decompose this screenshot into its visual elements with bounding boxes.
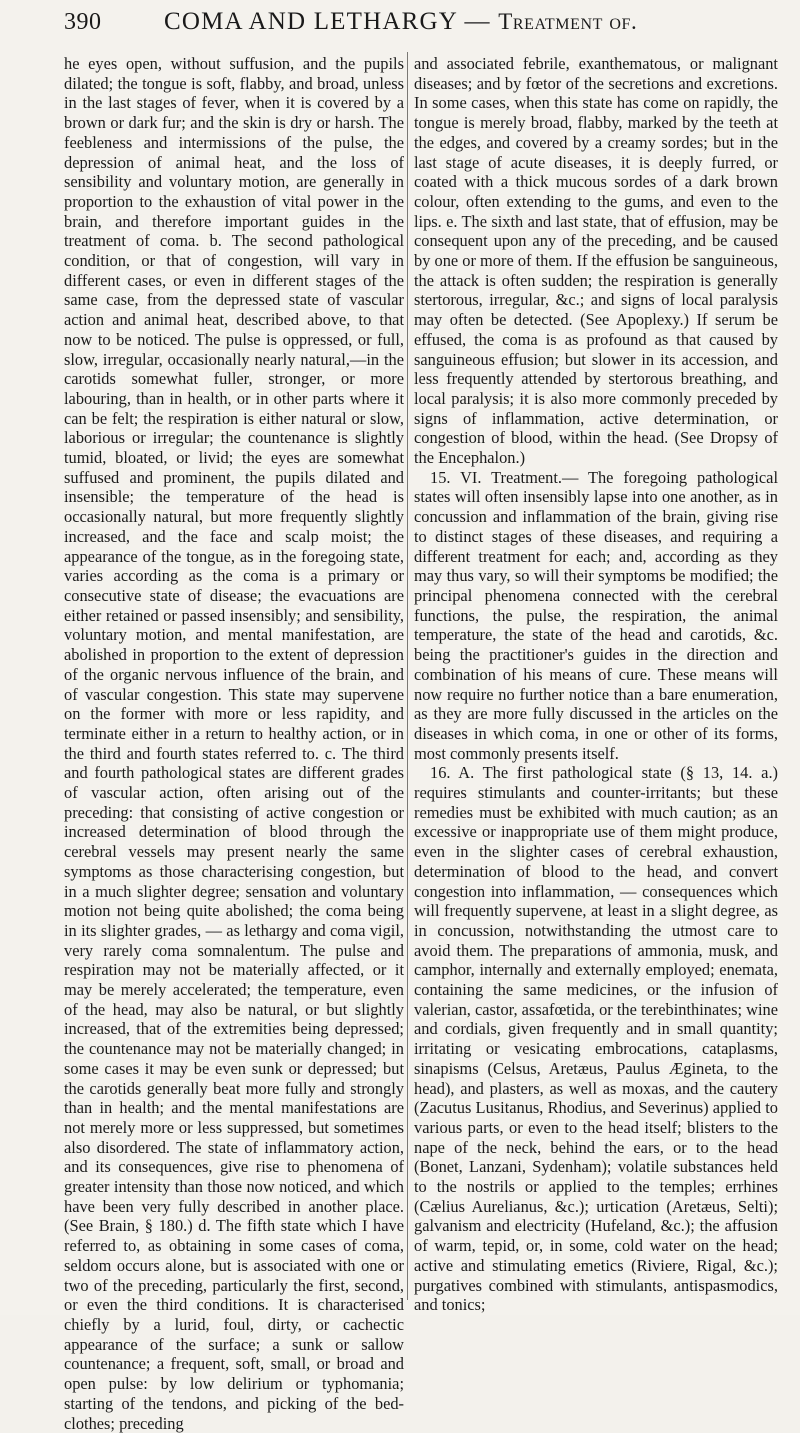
right-paragraph-1: and associated febrile, exanthematous, or malignant diseases; and by fœtor of the secretions and excretions. In some cases, when this state has come on rapidly, the tongue is merely broad, flabby, marked by the teeth at the edges, and covered by a creamy sordes; but in the last stage of acute diseases, it is deeply furred, or coated with a thick mucous sordes of a dark brown colour, often extending to the gums, and even to the lips. e. The sixth and last state, that of effusion, may be consequent upon any of the preceding, and be caused by one or more of them. If the effusion be sanguineous, the attack is often sudden; the respiration is generally stertorous, irregular, &c.; and signs of local paralysis may often be detected. (See Apoplexy.) If serum be effused, the coma is as profound as that caused by sanguineous effusion; but slower in its accession, and less frequently attended by stertorous breathing, and local paralysis; it is also more commonly preceded by signs of inflammation, active determination, or congestion of blood, within the head. (See Dropsy of the Encephalon.): [414, 54, 778, 468]
column-divider: [407, 52, 408, 1300]
running-head-subtitle: Treatment of.: [498, 9, 638, 34]
right-column: [414, 54, 778, 1315]
left-column: [64, 54, 404, 1433]
left-paragraph-1: he eyes open, without suffusion, and the pupils dilated; the tongue is soft, flabby, and broad, unless in the last stages of fever, when it is covered by a brown or dark fur; and the skin is dry or harsh. The feebleness and intermissions of the pulse, the depression of animal heat, and the loss of sensibility and voluntary motion, are generally in proportion to the exhaustion of vital power in the brain, and therefore important guides in the treatment of coma. b. The second pathological condition, or that of congestion, will vary in different cases, or even in different stages of the same case, from the depressed state of vascular action and animal heat, described above, to that now to be noticed. The pulse is oppressed, or full, slow, irregular, occasionally nearly natural,—in the carotids somewhat fuller, stronger, or more labouring, than in health, or in other parts where it can be felt; the respiration is either natural or slow, laborious or irregular; the countenance is slightly tumid, bloated, or livid; the eyes are somewhat suffused and prominent, the pupils dilated and insensible; the temperature of the head is occasionally natural, but more frequently slightly increased, and the face and scalp moist; the appearance of the tongue, as in the foregoing state, varies according as the coma is a primary or consecutive state of disease; the evacuations are either retained or passed insensibly; and sensibility, voluntary motion, and mental manifestation, are abolished in proportion to the extent of depression of the organic nervous influence of the brain, and of vascular congestion. This state may supervene on the former with more or less rapidity, and terminate either in a return to healthy action, or in the third and fourth states referred to. c. The third and fourth pathological states are different grades of vascular action, often arising out of the preceding: that consisting of active congestion or increased determination of blood through the cerebral vessels may present nearly the same symptoms as those characterising congestion, but in a much slighter degree; sensation and voluntary motion not being quite abolished; the coma being in its slighter grades, — as lethargy and coma vigil, very rarely coma somnalentum. The pulse and respiration may not be materially affected, or it may be merely accelerated; the temperature, even of the head, may also be natural, or but slightly increased, that of the extremities being depressed; the countenance may not be materially changed; in some cases it may be even sunk or depressed; but the carotids generally beat more fully and strongly than in health; and the mental manifestations are not merely more or less suppressed, but sometimes also disordered. The state of inflammatory action, and its consequences, give rise to phenomena of greater intensity than those now noticed, and which have been very fully described in another place. (See Brain, § 180.) d. The fifth state which I have referred to, as obtaining in some cases of coma, seldom occurs alone, but is associated with one or two of the preceding, particularly the first, second, or even the third conditions. It is characterised chiefly by a lurid, foul, dirty, or cachectic appearance of the surface; a sunk or sallow countenance; a frequent, soft, small, or broad and open pulse: by low delirium or typhomania; starting of the tendons, and picking of the bed-clothes; preceding: [64, 54, 404, 1433]
running-head: [164, 8, 637, 36]
right-paragraph-3: 16. A. The first pathological state (§ 13, 14. a.) requires stimulants and counter-irritants; but these remedies must be exhibited with much caution; as an excessive or inappropriate use of them might produce, even in the slighter cases of cerebral exhaustion, determination of blood to the head, and convert congestion into inflammation, — consequences which will frequently supervene, at least in a slight degree, as in concussion, notwithstanding the utmost care to avoid them. The preparations of ammonia, musk, and camphor, internally and externally employed; enemata, containing the same medicines, or the infusion of valerian, castor, assafœtida, or the terebinthinates; wine and cordials, given frequently and in small quantity; irritating or vesicating embrocations, cataplasms, sinapisms (Celsus, Aretæus, Paulus Ægineta, to the head), and plasters, as well as moxas, and the cautery (Zacutus Lusitanus, Rhodius, and Severinus) applied to various parts, or even to the head itself; blisters to the nape of the neck, behind the ears, or to the head (Bonet, Lanzani, Sydenham); volatile substances held to the nostrils or applied to the temples; errhines (Cælius Aurelianus, &c.); urtication (Aretæus, Selti); galvanism and electricity (Hufeland, &c.); the affusion of warm, tepid, or, in some, cold water on the head; active and stimulating emetics (Riviere, Rigal, &c.); purgatives combined with stimulants, antispasmodics, and tonics;: [414, 763, 778, 1315]
right-paragraph-2: 15. VI. Treatment.— The foregoing pathological states will often insensibly lapse into one another, as in concussion and inflammation of the brain, giving rise to distinct stages of these diseases, and requiring a different treatment for each; and, according as they may thus vary, so will their symptoms be modified; the principal phenomena connected with the cerebral functions, the pulse, the respiration, the animal temperature, the state of the head and carotids, &c. being the practitioner's guides in the direction and combination of his means of cure. These means will now require no further notice than a bare enumeration, as they are more fully discussed in the articles on the diseases in which coma, in one or other of its forms, most commonly presents itself.: [414, 467, 778, 763]
page-header: [64, 8, 774, 48]
running-head-main: COMA AND LETHARGY —: [164, 8, 499, 35]
page-number: 390: [64, 9, 102, 35]
